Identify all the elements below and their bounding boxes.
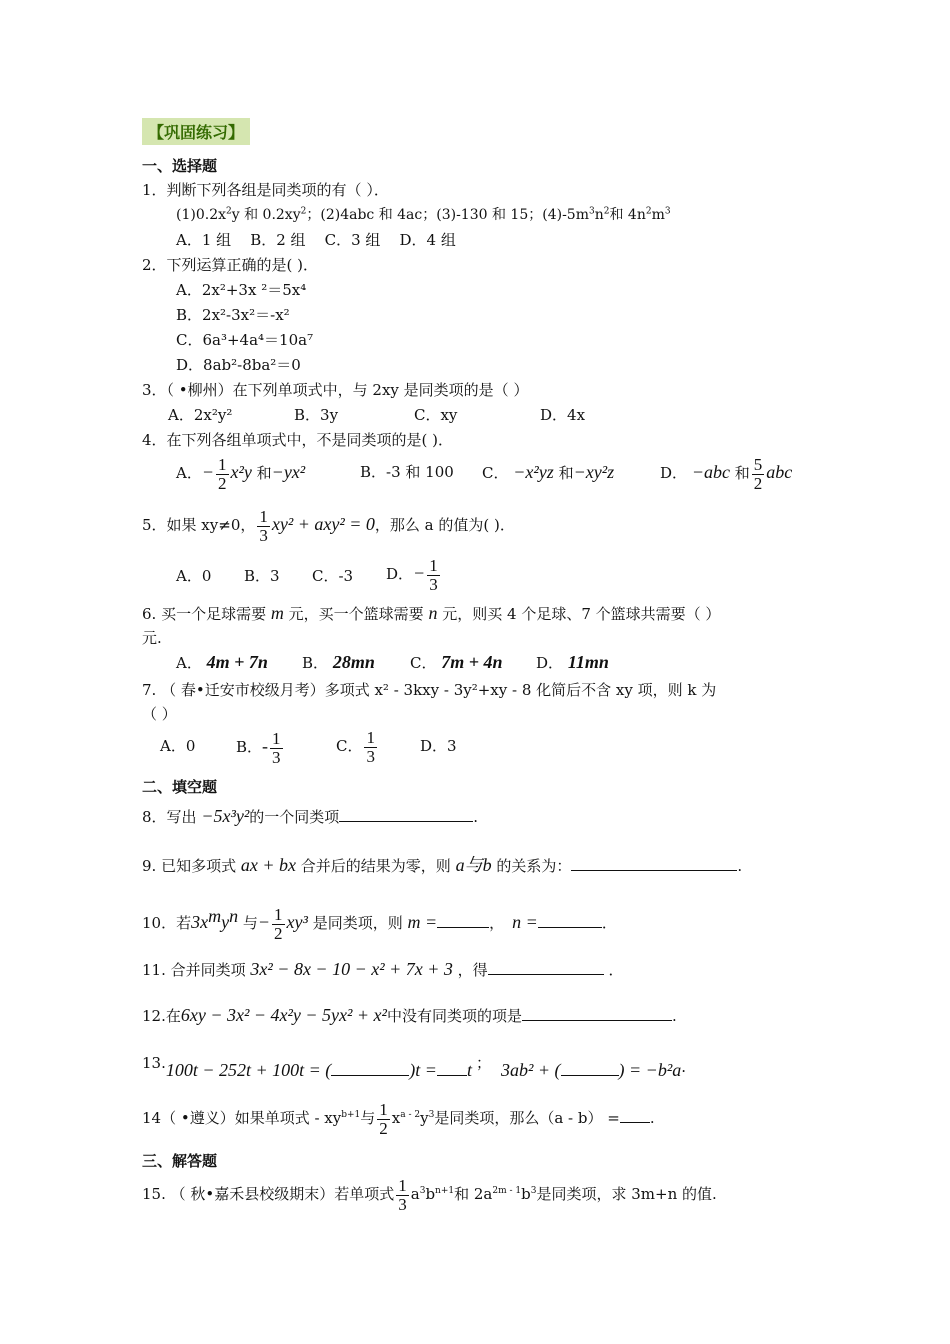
q2-stem: 2．下列运算正确的是( )． [142,256,319,274]
q7-option-c: C． $\frac{1}{3}$ [336,727,375,766]
q3-option-a: A．2x²y² [168,406,233,424]
section-heading-fill: 二、填空题 [142,778,218,796]
q13: 13.100t − 252t + 100t = ( )t = t ； 3ab² + ( ) = −b²a· [142,1054,686,1080]
q2-option-b: B．2x²-3x²＝-x² [176,306,290,324]
section-heading-answer: 三、解答题 [142,1152,218,1170]
q3-option-d: D．4x [540,406,586,424]
q6-option-b: B． 28mn [302,652,375,672]
q6-option-a: A． 4m + 7n [176,652,268,672]
section-heading-choice: 一、选择题 [142,157,218,175]
q2-option-d: D．8ab²-8ba²＝0 [176,356,301,374]
q12: 12.在6xy − 3x² − 4x²y − 5yx² + x²中没有同类项的项是 . [142,1005,677,1025]
q6-stem: 6. 买一个足球需要 m 元，买一个篮球需要 n 元，则买 4 个足球、7 个篮球共需要（ ） [142,603,721,623]
q1-options: A．1 组 B．2 组 C．3 组 D．4 组 [176,231,456,249]
q4-option-d: D． −abc 和 $\frac{5}{2}$ abc [660,454,793,493]
q4-option-c: C． −x²yz 和−xy²z [482,462,615,482]
q3-option-c: C．xy [414,406,458,424]
q7-option-d: D．3 [420,737,457,755]
q10: 10．若$3x^my^n$ 与− $\frac{1}{2}$ xy³ 是同类项，则 m = ， n = ． [142,904,617,943]
q5-option-c: C．-3 [312,567,354,585]
q5-option-a: A．0 [176,567,212,585]
q5-stem: 5．如果 xy≠0， $\frac{1}{3}$ xy² + axy² = 0，那么 a 的值为( )． [142,506,515,545]
q3-stem: 3．（ •柳州）在下列单项式中，与 2xy 是同类项的是（ ） [142,381,529,399]
q6-stem-end: 元. [142,629,162,647]
q5-option-d: D．− $\frac{1}{3}$ [386,555,438,594]
q5-option-b: B．3 [244,567,280,585]
q7-option-a: A．0 [160,737,196,755]
q6-option-d: D． 11mn [536,652,609,672]
q4-stem: 4．在下列各组单项式中，不是同类项的是( )． [142,431,454,449]
q3-option-b: B．3y [294,406,339,424]
section-tag: 【巩固练习】 [142,118,250,145]
q7-option-b: B．- $\frac{1}{3}$ [236,728,281,767]
q4-option-a: A．− $\frac{1}{2}$ x²y 和−yx² [176,454,306,493]
q4-option-b: B．-3 和 100 [360,463,454,481]
q14: 14（ •遵义）如果单项式 - $xy^{b+1}$与 $\frac{1}{2}$ $x^{a - 2}y^3$是同类项，那么（a - b） = . [142,1099,655,1138]
q7-paren: （ ） [142,705,177,723]
q6-option-c: C． 7m + 4n [410,652,503,672]
q2-option-a: A．2x²+3x ²＝5x⁴ [176,281,307,299]
q7-stem: 7. （ 春•迁安市校级月考）多项式 x² - 3kxy - 3y²+xy - 8 化简后不含 xy 项，则 k 为 [142,681,717,699]
q1-stem: 1．判断下列各组是同类项的有（ ）． [142,181,389,199]
q15: 15. （ 秋•嘉禾县校级期末）若单项式 $\frac{1}{3}$ $a^3b^{n+1}$和 $2a^{2m - 1}b^3$是同类项，求 3m+n 的值. [142,1175,717,1214]
q11: 11. 合并同类项 3x² − 8x − 10 − x² + 7x + 3 ，得 ． [142,959,624,979]
q9: 9. 已知多项式 ax + bx 合并后的结果为零，则 a与b 的关系为： . [142,855,743,875]
q1-groups: $(1)0.2x^2y$ 和 $0.2xy^2$；(2)4abc 和 4ac；(3)-130 和 15；$(4)-5m^3n^2$和 $4n^2m^3$ [176,206,671,223]
q8: 8．写出 −5x³y²的一个同类项 . [142,806,479,826]
q2-option-c: C．6a³+4a⁴＝10a⁷ [176,331,314,349]
